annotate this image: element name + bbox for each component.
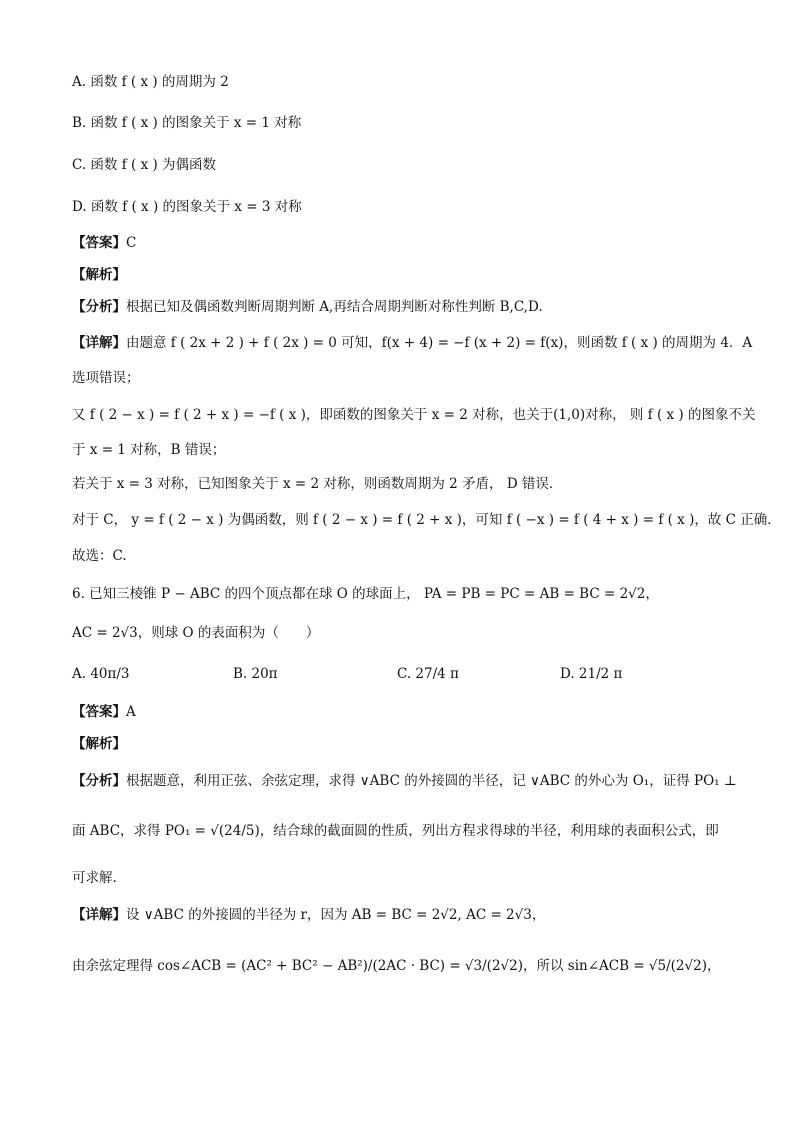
q5-detail-line-2: 选项错误； — [72, 370, 140, 386]
q6-fenxi-line-3: 可求解. — [72, 870, 117, 886]
answer-tag: 【答案】 — [72, 704, 126, 720]
prev-option-d: D. 函数 f ( x ) 的图象关于 x = 3 对称 — [72, 199, 302, 215]
answer-value: A — [126, 704, 136, 720]
q5-detail-line-6: 对于 C， y = f ( 2 − x ) 为偶函数，则 f ( 2 − x ) = f ( 2 + x )，可知 f ( −x ) = f ( 4 + x ) = f ( x )，故 C 正确． — [72, 512, 781, 528]
q5-analysis-tag: 【解析】 — [72, 267, 126, 283]
prev-option-b: B. 函数 f ( x ) 的图象关于 x = 1 对称 — [72, 115, 302, 131]
q6-fenxi-line-2: 面 ABC，求得 PO₁ = √(24/5)，结合球的截面圆的性质，列出方程求得球的半径，利用球的表面积公式，即 — [72, 823, 719, 839]
q6-analysis-tag: 【解析】 — [72, 736, 126, 752]
q5-detail-line-3: 又 f ( 2 − x ) = f ( 2 + x ) = −f ( x )，即函数的图象关于 x = 2 对称，也关于(1,0)对称， 则 f ( x ) 的图象不关 — [72, 407, 756, 423]
answer-value: C — [126, 235, 137, 251]
q6-option-a: A. 40π/3 — [72, 666, 130, 682]
answer-tag: 【答案】 — [72, 235, 126, 251]
q5-detail-line-5: 若关于 x = 3 对称，已知图象关于 x = 2 对称，则函数周期为 2 矛盾， D 错误． — [72, 476, 563, 492]
q6-fenxi-line-1: 【分析】根据题意，利用正弦、余弦定理，求得 ∨ABC 的外接圆的半径，记 ∨ABC 的外心为 O₁，证得 PO₁ ⊥ — [72, 773, 737, 789]
q5-detail-line-1: 【详解】由题意 f ( 2x + 2 ) + f ( 2x ) = 0 可知，f(x + 4) = −f (x + 2) = f(x)，则函数 f ( x ) 的周期为 4．A — [72, 335, 753, 351]
q6-stem-line-2: AC = 2√3，则球 O 的表面积为（ ） — [72, 625, 320, 641]
q6-option-d: D. 21/2 π — [560, 666, 623, 682]
q6-stem-line-1: 6. 已知三棱锥 P − ABC 的四个顶点都在球 O 的球面上， PA = PB = PC = AB = BC = 2√2， — [72, 586, 659, 602]
q6-answer-line — [72, 702, 136, 722]
prev-option-a: A. 函数 f ( x ) 的周期为 2 — [72, 74, 229, 90]
q6-option-c: C. 27/4 π — [397, 666, 459, 682]
q5-fenxi: 【分析】根据已知及偶函数判断周期判断 A,再结合周期判断对称性判断 B,C,D. — [72, 299, 543, 315]
prev-option-c: C. 函数 f ( x ) 为偶函数 — [72, 157, 217, 173]
q5-answer-line — [72, 233, 136, 253]
q5-conclusion: 故选：C. — [72, 548, 127, 564]
q6-option-b: B. 20π — [233, 666, 278, 682]
q5-detail-line-4: 于 x = 1 对称，B 错误； — [72, 442, 226, 458]
q6-detail-line-1: 【详解】设 ∨ABC 的外接圆的半径为 r，因为 AB = BC = 2√2, AC = 2√3， — [72, 907, 546, 923]
q6-detail-line-2: 由余弦定理得 cos∠ACB = (AC² + BC² − AB²)/(2AC · BC) = √3/(2√2)，所以 sin∠ACB = √5/(2√2)， — [72, 958, 721, 974]
